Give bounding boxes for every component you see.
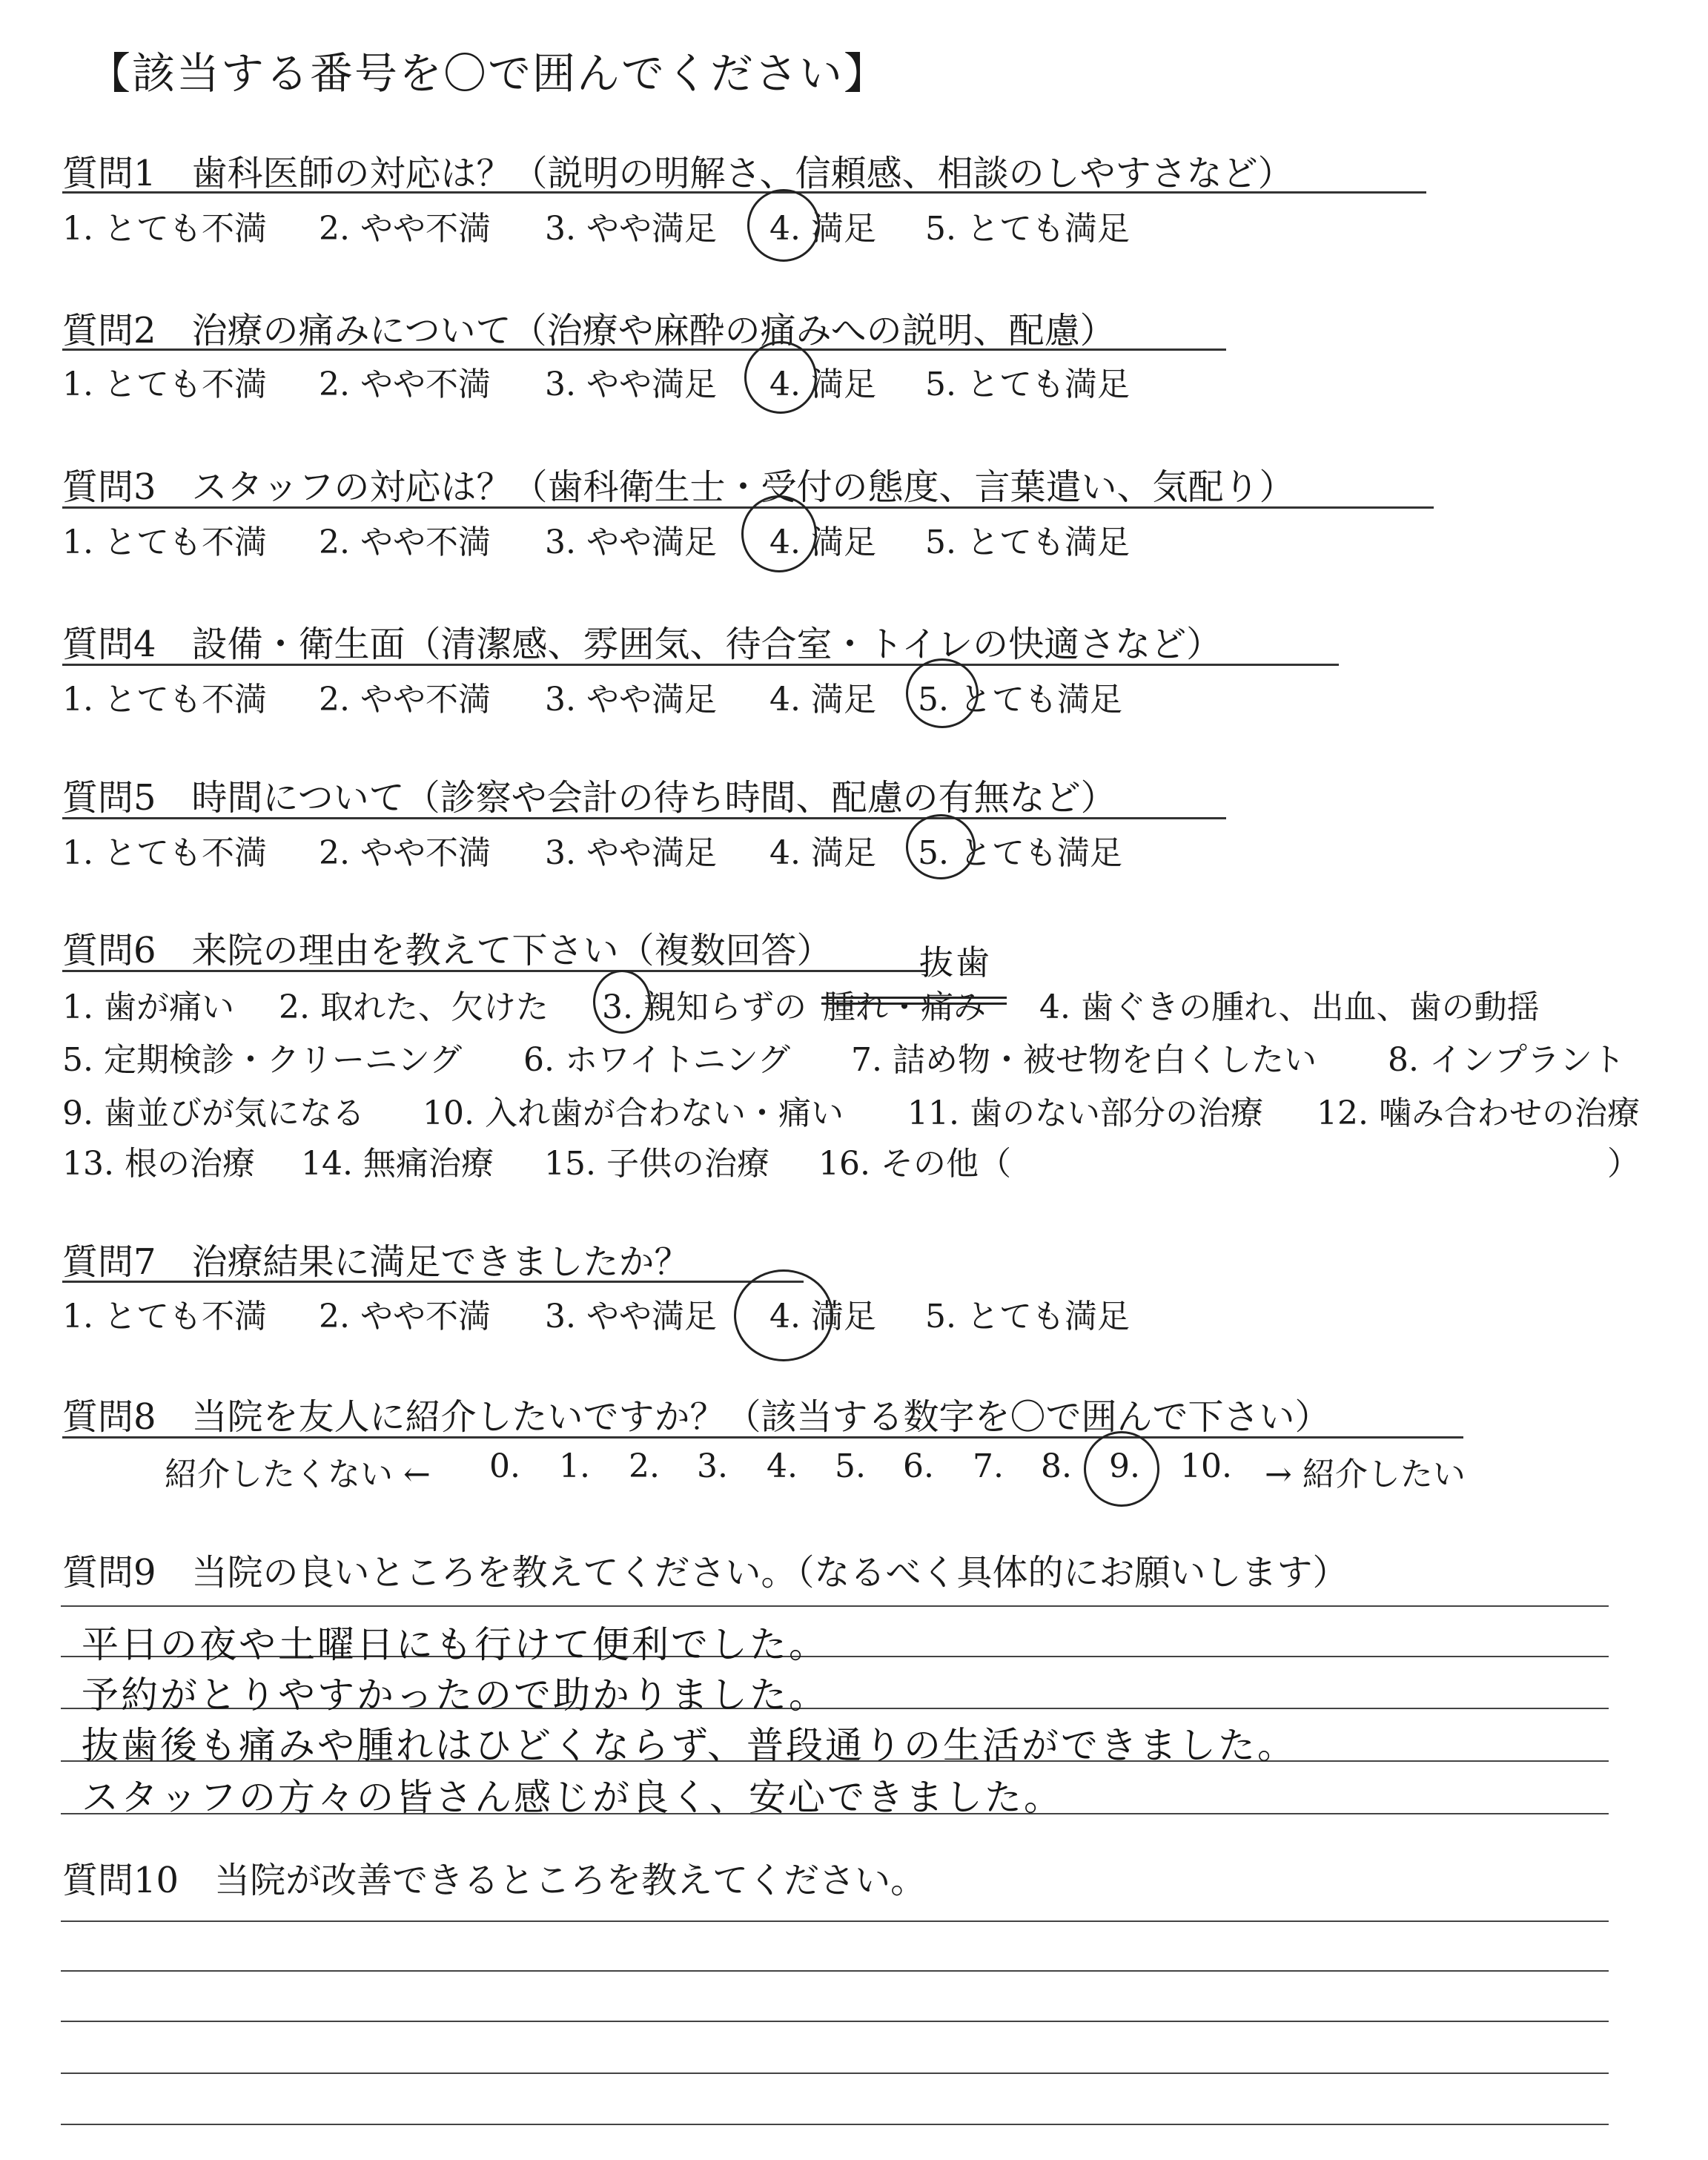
q7-option-2[interactable]: 2. やや不満 <box>319 1298 491 1335</box>
q7-option-1[interactable]: 1. とても不満 <box>62 1298 267 1335</box>
q9-answer-line-1 <box>61 1605 1609 1607</box>
q6-option-7[interactable]: 7. 詰め物・被せ物を白くしたい <box>851 1041 1317 1079</box>
q6-option-3-struck: 腫れ・痛み <box>823 988 986 1026</box>
q2-title: 質問2 治療の痛みについて（治療や麻酔の痛みへの説明、配慮） <box>62 310 1116 351</box>
q6-title: 質問6 来院の理由を教えて下さい（複数回答） <box>62 930 833 971</box>
q8-number-8[interactable]: 8. <box>1041 1447 1072 1485</box>
q7-underline <box>62 1281 804 1283</box>
q3-option-1[interactable]: 1. とても不満 <box>62 524 267 561</box>
q6-option-11[interactable]: 11. 歯のない部分の治療 <box>907 1094 1263 1132</box>
q5-underline <box>62 817 1226 819</box>
q1-option-1[interactable]: 1. とても不満 <box>62 210 267 248</box>
q6-option-10[interactable]: 10. 入れ歯が合わない・痛い <box>423 1094 844 1132</box>
q6-answer-circle <box>593 970 651 1034</box>
q8-underline <box>62 1436 1463 1439</box>
q6-strike-line-2 <box>821 1003 1007 1005</box>
q4-option-3[interactable]: 3. やや満足 <box>545 681 717 719</box>
q6-handwritten-note: 抜歯 <box>919 942 992 982</box>
q5-option-4[interactable]: 4. 満足 <box>769 834 876 872</box>
q1-option-3[interactable]: 3. やや満足 <box>545 210 717 248</box>
q4-option-2[interactable]: 2. やや不満 <box>319 681 491 719</box>
q4-option-5[interactable]: 5. とても満足 <box>918 681 1122 719</box>
q4-option-1[interactable]: 1. とても不満 <box>62 681 267 719</box>
q1-option-2[interactable]: 2. やや不満 <box>319 210 491 248</box>
q8-left-label: 紹介したくない ← <box>165 1456 431 1493</box>
q2-option-2[interactable]: 2. やや不満 <box>319 366 491 403</box>
q8-number-2[interactable]: 2. <box>629 1447 660 1485</box>
q7-title: 質問7 治療結果に満足できましたか？ <box>62 1241 690 1283</box>
q6-option-8[interactable]: 8. インプラント <box>1388 1041 1625 1079</box>
q1-title: 質問1 歯科医師の対応は？（説明の明解さ、信頼感、相談のしやすさなど） <box>62 153 1294 194</box>
q8-number-9[interactable]: 9. <box>1109 1447 1140 1485</box>
q2-option-1[interactable]: 1. とても不満 <box>62 366 267 403</box>
q5-title: 質問5 時間について（診察や会計の待ち時間、配慮の有無など） <box>62 777 1116 819</box>
q6-option-14[interactable]: 14. 無痛治療 <box>301 1145 494 1183</box>
q5-option-1[interactable]: 1. とても不満 <box>62 834 267 872</box>
q6-option-15[interactable]: 15. 子供の治療 <box>544 1145 769 1183</box>
q10-answer-line-2 <box>61 1970 1609 1972</box>
q5-answer-circle <box>906 814 976 879</box>
q6-option-4[interactable]: 4. 歯ぐきの腫れ、出血、歯の動揺 <box>1039 988 1540 1026</box>
q1-answer-circle <box>747 189 820 262</box>
q7-option-5[interactable]: 5. とても満足 <box>925 1298 1130 1335</box>
q5-option-5[interactable]: 5. とても満足 <box>918 834 1122 872</box>
q8-number-4[interactable]: 4. <box>767 1447 798 1485</box>
q8-number-5[interactable]: 5. <box>835 1447 866 1485</box>
q6-strike-line-1 <box>821 997 1007 999</box>
q8-number-0[interactable]: 0. <box>489 1447 520 1485</box>
q8-number-7[interactable]: 7. <box>973 1447 1004 1485</box>
q6-underline <box>62 970 915 972</box>
q10-answer-line-3 <box>61 2021 1609 2022</box>
q2-underline <box>62 349 1226 351</box>
q6-note-line <box>801 970 927 972</box>
q2-option-5[interactable]: 5. とても満足 <box>925 366 1130 403</box>
q1-option-4[interactable]: 4. 満足 <box>769 210 876 248</box>
q5-option-2[interactable]: 2. やや不満 <box>319 834 491 872</box>
q4-title: 質問4 設備・衛生面（清潔感、雰囲気、待合室・トイレの快適さなど） <box>62 624 1222 665</box>
q10-answer-line-1 <box>61 1920 1609 1922</box>
q6-option-6[interactable]: 6. ホワイトニング <box>523 1041 791 1079</box>
q6-option-9[interactable]: 9. 歯並びが気になる <box>62 1094 365 1132</box>
q3-answer-circle <box>741 495 817 572</box>
q6-option-1[interactable]: 1. 歯が痛い <box>62 988 234 1026</box>
q8-title: 質問8 当院を友人に紹介したいですか？（該当する数字を〇で囲んで下さい） <box>62 1396 1331 1438</box>
q6-option-3[interactable]: 3. 親知らずの <box>602 988 807 1026</box>
q4-answer-circle <box>906 658 979 728</box>
q6-option-16[interactable]: 16. その他（ <box>818 1145 1011 1183</box>
q3-option-4[interactable]: 4. 満足 <box>769 524 876 561</box>
q4-option-4[interactable]: 4. 満足 <box>769 681 876 719</box>
q5-option-3[interactable]: 3. やや満足 <box>545 834 717 872</box>
q1-option-5[interactable]: 5. とても満足 <box>925 210 1130 248</box>
q6-option-13[interactable]: 13. 根の治療 <box>62 1145 255 1183</box>
q1-underline <box>62 191 1426 194</box>
q3-title: 質問3 スタッフの対応は？（歯科衛生士・受付の態度、言葉遣い、気配り） <box>62 466 1295 508</box>
q4-underline <box>62 664 1339 666</box>
q8-answer-circle <box>1084 1431 1159 1507</box>
q7-answer-circle <box>734 1269 833 1361</box>
q9-answer-3: 抜歯後も痛みや腫れはひどくならず、普段通りの生活ができました。 <box>82 1724 1297 1767</box>
q6-option-12[interactable]: 12. 噛み合わせの治療 <box>1317 1094 1640 1132</box>
q8-number-1[interactable]: 1. <box>559 1447 590 1485</box>
q3-option-2[interactable]: 2. やや不満 <box>319 524 491 561</box>
q7-option-3[interactable]: 3. やや満足 <box>545 1298 717 1335</box>
q8-number-6[interactable]: 6. <box>903 1447 934 1485</box>
q9-answer-2: 予約がとりやすかったので助かりました。 <box>82 1674 828 1717</box>
q6-other-close: ） <box>1607 1145 1640 1183</box>
q10-answer-line-4 <box>61 2073 1609 2074</box>
q9-title: 質問9 当院の良いところを教えてください。（なるべく具体的にお願いします） <box>62 1552 1348 1593</box>
q3-option-3[interactable]: 3. やや満足 <box>545 524 717 561</box>
q3-option-5[interactable]: 5. とても満足 <box>925 524 1130 561</box>
q9-answer-4: スタッフの方々の皆さん感じが良く、安心できました。 <box>82 1776 1063 1819</box>
q3-underline <box>62 506 1434 509</box>
q2-option-3[interactable]: 3. やや満足 <box>545 366 717 403</box>
q10-title: 質問10 当院が改善できるところを教えてください。 <box>62 1860 927 1901</box>
q8-number-3[interactable]: 3. <box>697 1447 728 1485</box>
q8-number-10[interactable]: 10. <box>1180 1447 1232 1485</box>
q9-answer-1: 平日の夜や土曜日にも行けて便利でした。 <box>82 1623 828 1666</box>
q2-option-4[interactable]: 4. 満足 <box>769 366 876 403</box>
page-title: 【該当する番号を〇で囲んでください】 <box>87 48 889 99</box>
q8-right-label: → 紹介したい <box>1265 1456 1466 1493</box>
q2-answer-circle <box>744 341 817 414</box>
q6-option-2[interactable]: 2. 取れた、欠けた <box>279 988 549 1026</box>
q6-option-5[interactable]: 5. 定期検診・クリーニング <box>62 1041 463 1079</box>
q7-option-4[interactable]: 4. 満足 <box>769 1298 876 1335</box>
q10-answer-line-5 <box>61 2124 1609 2125</box>
